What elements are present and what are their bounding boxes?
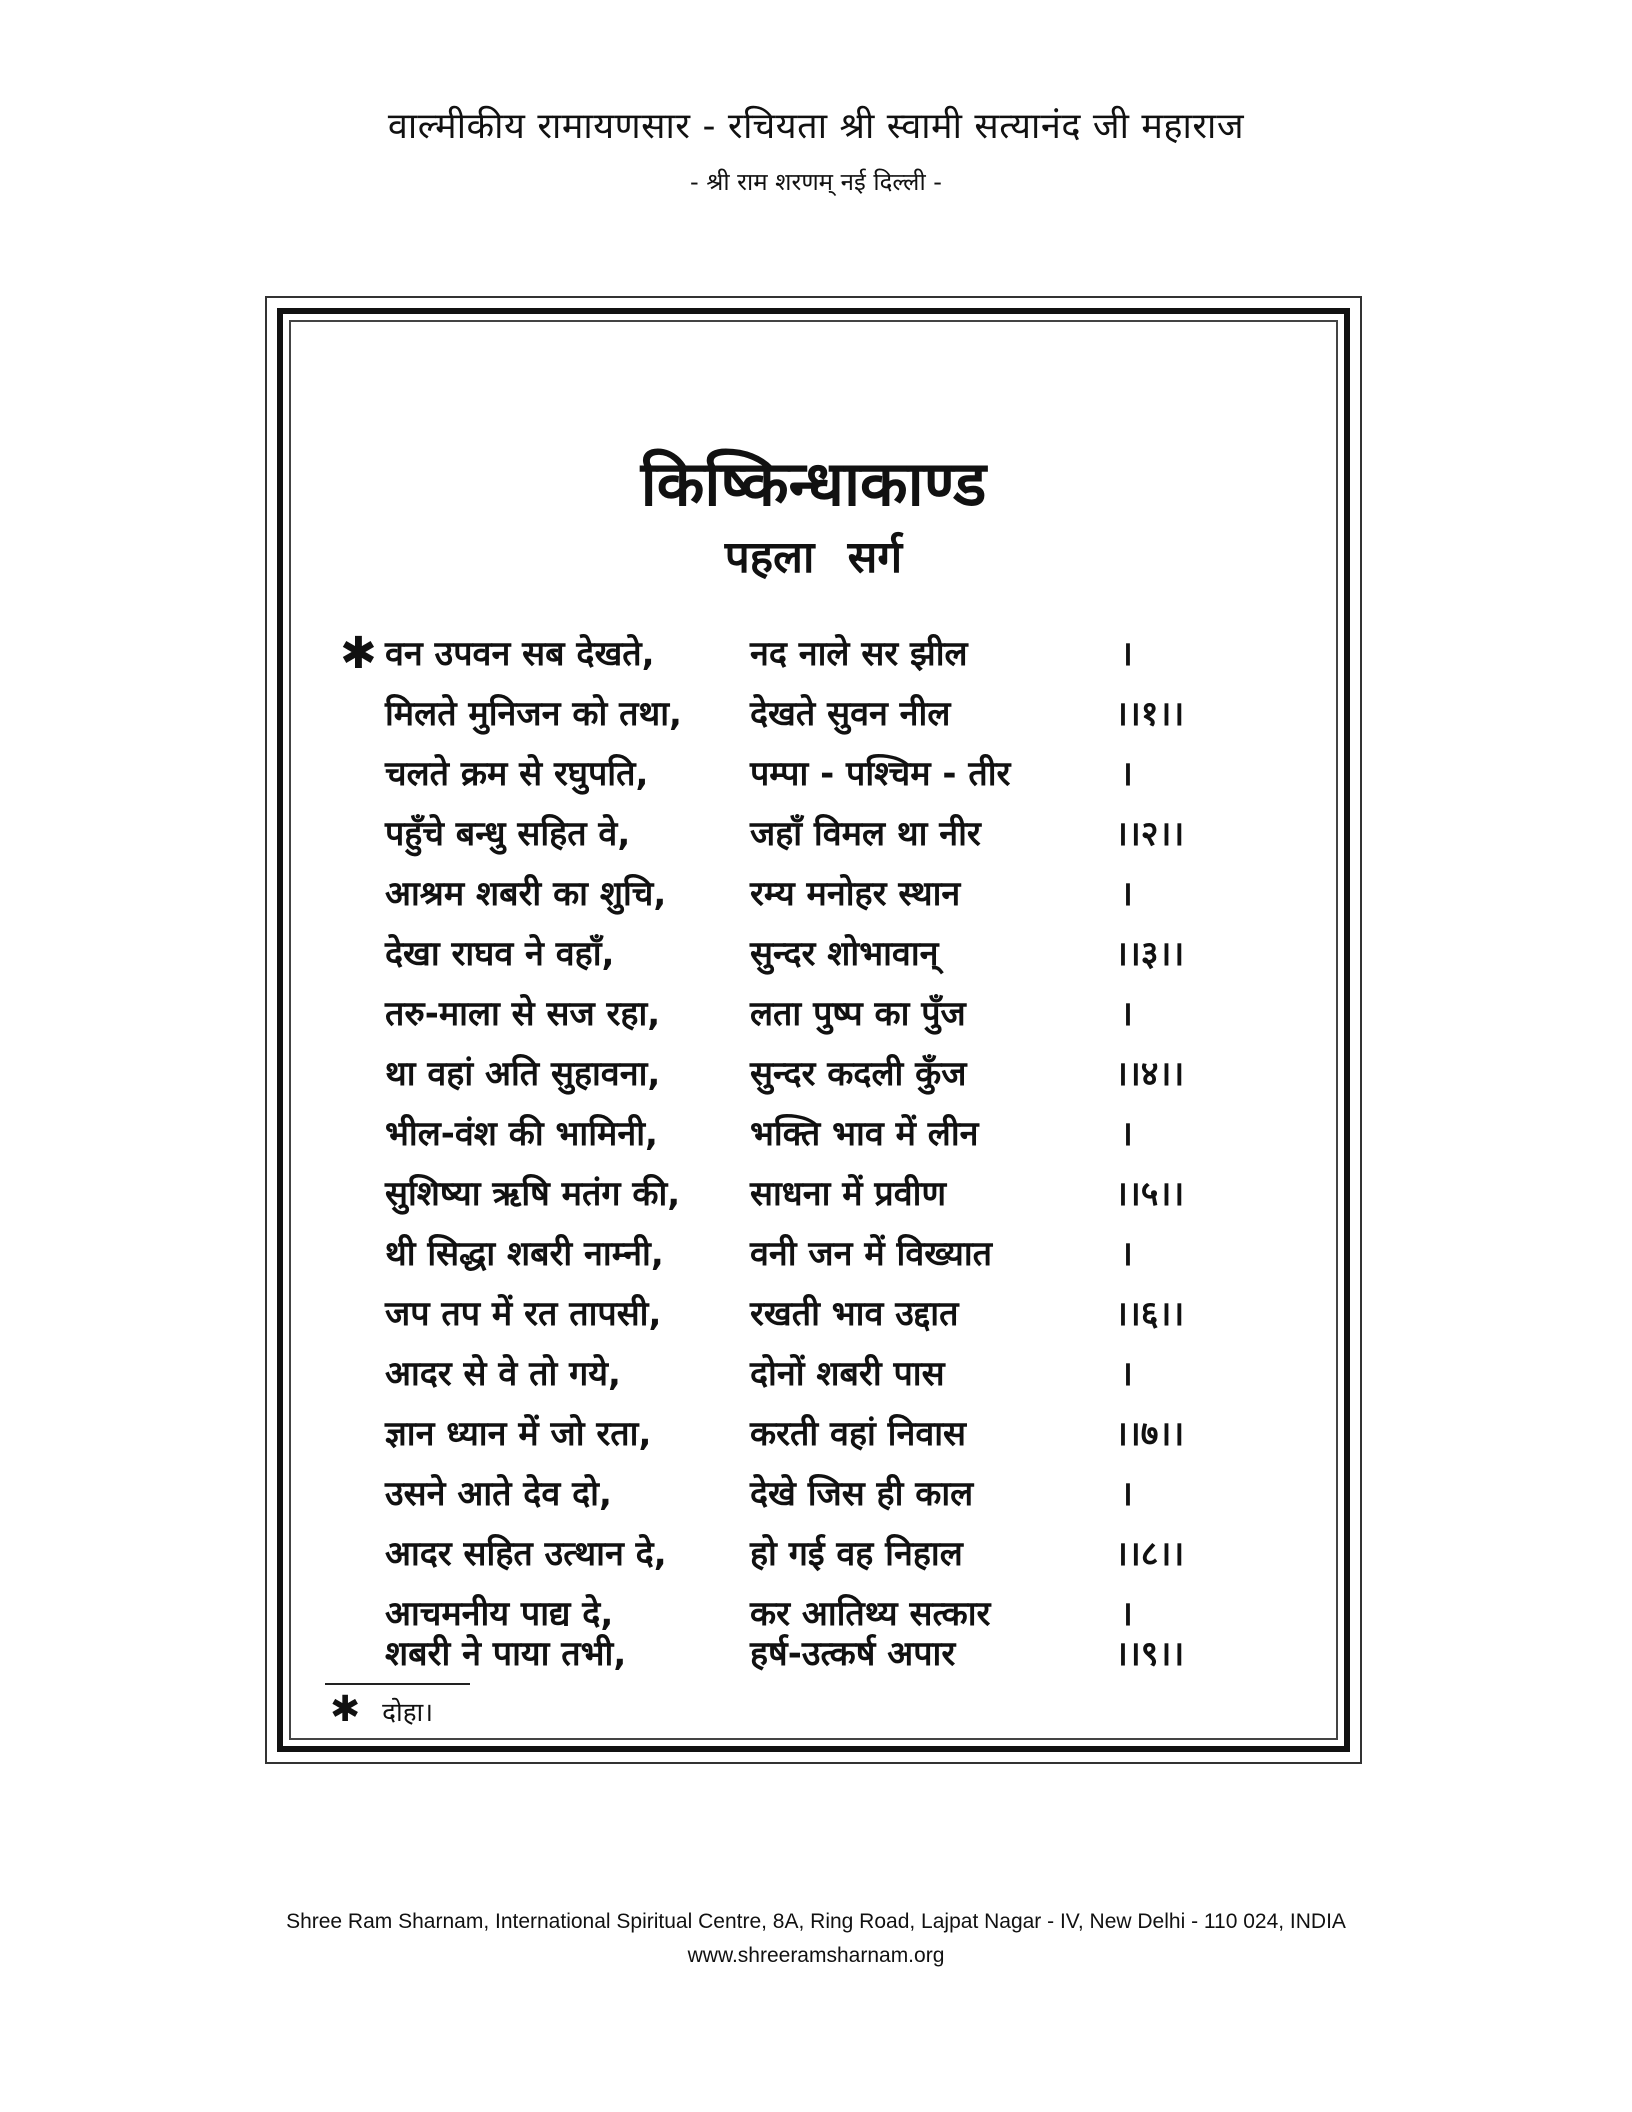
verse-second-half: वनी जन में विख्यात [750, 1234, 993, 1274]
verse-first-half: आदर सहित उत्थान दे, [385, 1534, 667, 1574]
footer-address: Shree Ram Sharnam, International Spiritual Centre, 8A, Ring Road, Lajpat Nagar - IV, New Delhi - 110 024, INDIA [286, 1910, 1346, 1933]
verse-end-mark: । [1120, 1114, 1133, 1154]
verse-end-mark: । [1120, 1354, 1133, 1394]
sarga-title: पहला सर्ग [724, 532, 903, 583]
footer-website-link[interactable]: www.shreeramsharnam.org [687, 1944, 945, 1967]
verse-first-half: सुशिष्या ऋषि मतंग की, [385, 1174, 681, 1214]
verse-line [330, 864, 1230, 924]
verse-number: ।।५।। [1115, 1174, 1185, 1214]
verse-first-half: आश्रम शबरी का शुचि, [385, 874, 667, 914]
verse-second-half: देखे जिस ही काल [750, 1474, 974, 1514]
verse-end-mark: । [1120, 994, 1133, 1034]
verse-first-half: देखा राघव ने वहाँ, [385, 934, 615, 974]
verse-second-half: देखते सुवन नील [750, 694, 951, 734]
verse-second-half: पम्पा - पश्चिम - तीर [750, 754, 1011, 794]
verse-first-half: आदर से वे तो गये, [385, 1354, 621, 1394]
verse-first-half: वन उपवन सब देखते, [385, 634, 655, 674]
verse-first-half: चलते क्रम से रघुपति, [385, 754, 649, 794]
verse-number: ।।१।। [1115, 694, 1185, 734]
verse-line [330, 1464, 1230, 1524]
verse-first-half: ज्ञान ध्यान में जो रता, [385, 1414, 652, 1454]
footnote [330, 1690, 433, 1733]
verse-line [330, 1104, 1230, 1164]
verse-first-half: उसने आते देव दो, [385, 1474, 612, 1514]
asterisk-icon: ✱ [330, 1689, 361, 1730]
verse-line [330, 1524, 1230, 1584]
verse-end-mark: । [1120, 1234, 1133, 1274]
kanda-title: किष्किन्धाकाण्ड [640, 447, 987, 520]
verse-end-mark: । [1120, 874, 1133, 914]
verse-first-half: तरु-माला से सज रहा, [385, 994, 661, 1034]
page-header-subtitle: - श्री राम शरणम् नई दिल्ली - [690, 168, 942, 196]
verse-second-half: हो गई वह निहाल [750, 1534, 963, 1574]
verse-number: ।।९।। [1115, 1634, 1185, 1674]
verse-end-mark: । [1120, 1594, 1133, 1634]
verse-end-mark: । [1120, 634, 1133, 674]
verse-line [330, 984, 1230, 1044]
verse-number: ।।२।। [1115, 814, 1185, 854]
verse-end-mark: । [1120, 754, 1133, 794]
verse-second-half: साधना में प्रवीण [750, 1174, 947, 1214]
verse-first-half: भील-वंश की भामिनी, [385, 1114, 658, 1154]
verse-second-half: रम्य मनोहर स्थान [750, 874, 961, 914]
verse-line [330, 1164, 1230, 1224]
verse-second-half: हर्ष-उत्कर्ष अपार [750, 1634, 956, 1674]
verse-second-half: लता पुष्प का पुँज [750, 994, 966, 1034]
footnote-divider [325, 1683, 470, 1685]
verse-first-half: आचमनीय पाद्य दे, [385, 1594, 614, 1634]
footnote-text: दोहा। [382, 1698, 434, 1728]
verse-second-half: रखती भाव उद्दात [750, 1294, 959, 1334]
verse-second-half: सुन्दर शोभावान् [750, 934, 939, 974]
verse-second-half: भक्ति भाव में लीन [750, 1114, 979, 1154]
verse-number: ।।३।। [1115, 934, 1185, 974]
verse-end-mark: । [1120, 1474, 1133, 1514]
verse-line [330, 744, 1230, 804]
verse-line [330, 1224, 1230, 1284]
verse-second-half: दोनों शबरी पास [750, 1354, 945, 1394]
verse-first-half: जप तप में रत तापसी, [385, 1294, 662, 1334]
verse-line [330, 684, 1230, 744]
verse-first-half: शबरी ने पाया तभी, [385, 1634, 627, 1674]
verse-first-half: थी सिद्धा शबरी नाम्नी, [385, 1234, 664, 1274]
verse-first-half: पहुँचे बन्धु सहित वे, [385, 814, 631, 854]
verse-number: ।।४।। [1115, 1054, 1185, 1094]
verse-number: ।।६।। [1115, 1294, 1185, 1334]
verse-number: ।।७।। [1115, 1414, 1185, 1454]
doha-marker-icon: ✱ [340, 628, 377, 679]
verse-line [330, 804, 1230, 864]
verse-line [330, 1044, 1230, 1104]
verse-second-half: कर आतिथ्य सत्कार [750, 1594, 991, 1634]
verse-first-half: मिलते मुनिजन को तथा, [385, 694, 682, 734]
verse-number: ।।८।। [1115, 1534, 1185, 1574]
verse-second-half: नद नाले सर झील [750, 634, 968, 674]
verse-line [330, 1624, 1230, 1684]
verse-line [330, 624, 1230, 684]
verse-second-half: सुन्दर कदली कुँज [750, 1054, 967, 1094]
page-header-title: वाल्मीकीय रामायणसार - रचियता श्री स्वामी सत्यानंद जी महाराज [387, 106, 1245, 147]
verse-line [330, 1404, 1230, 1464]
verse-line [330, 924, 1230, 984]
verse-second-half: जहाँ विमल था नीर [750, 814, 981, 854]
verse-first-half: था वहां अति सुहावना, [385, 1054, 661, 1094]
verse-line [330, 1284, 1230, 1344]
verse-line [330, 1344, 1230, 1404]
verse-second-half: करती वहां निवास [750, 1414, 967, 1454]
